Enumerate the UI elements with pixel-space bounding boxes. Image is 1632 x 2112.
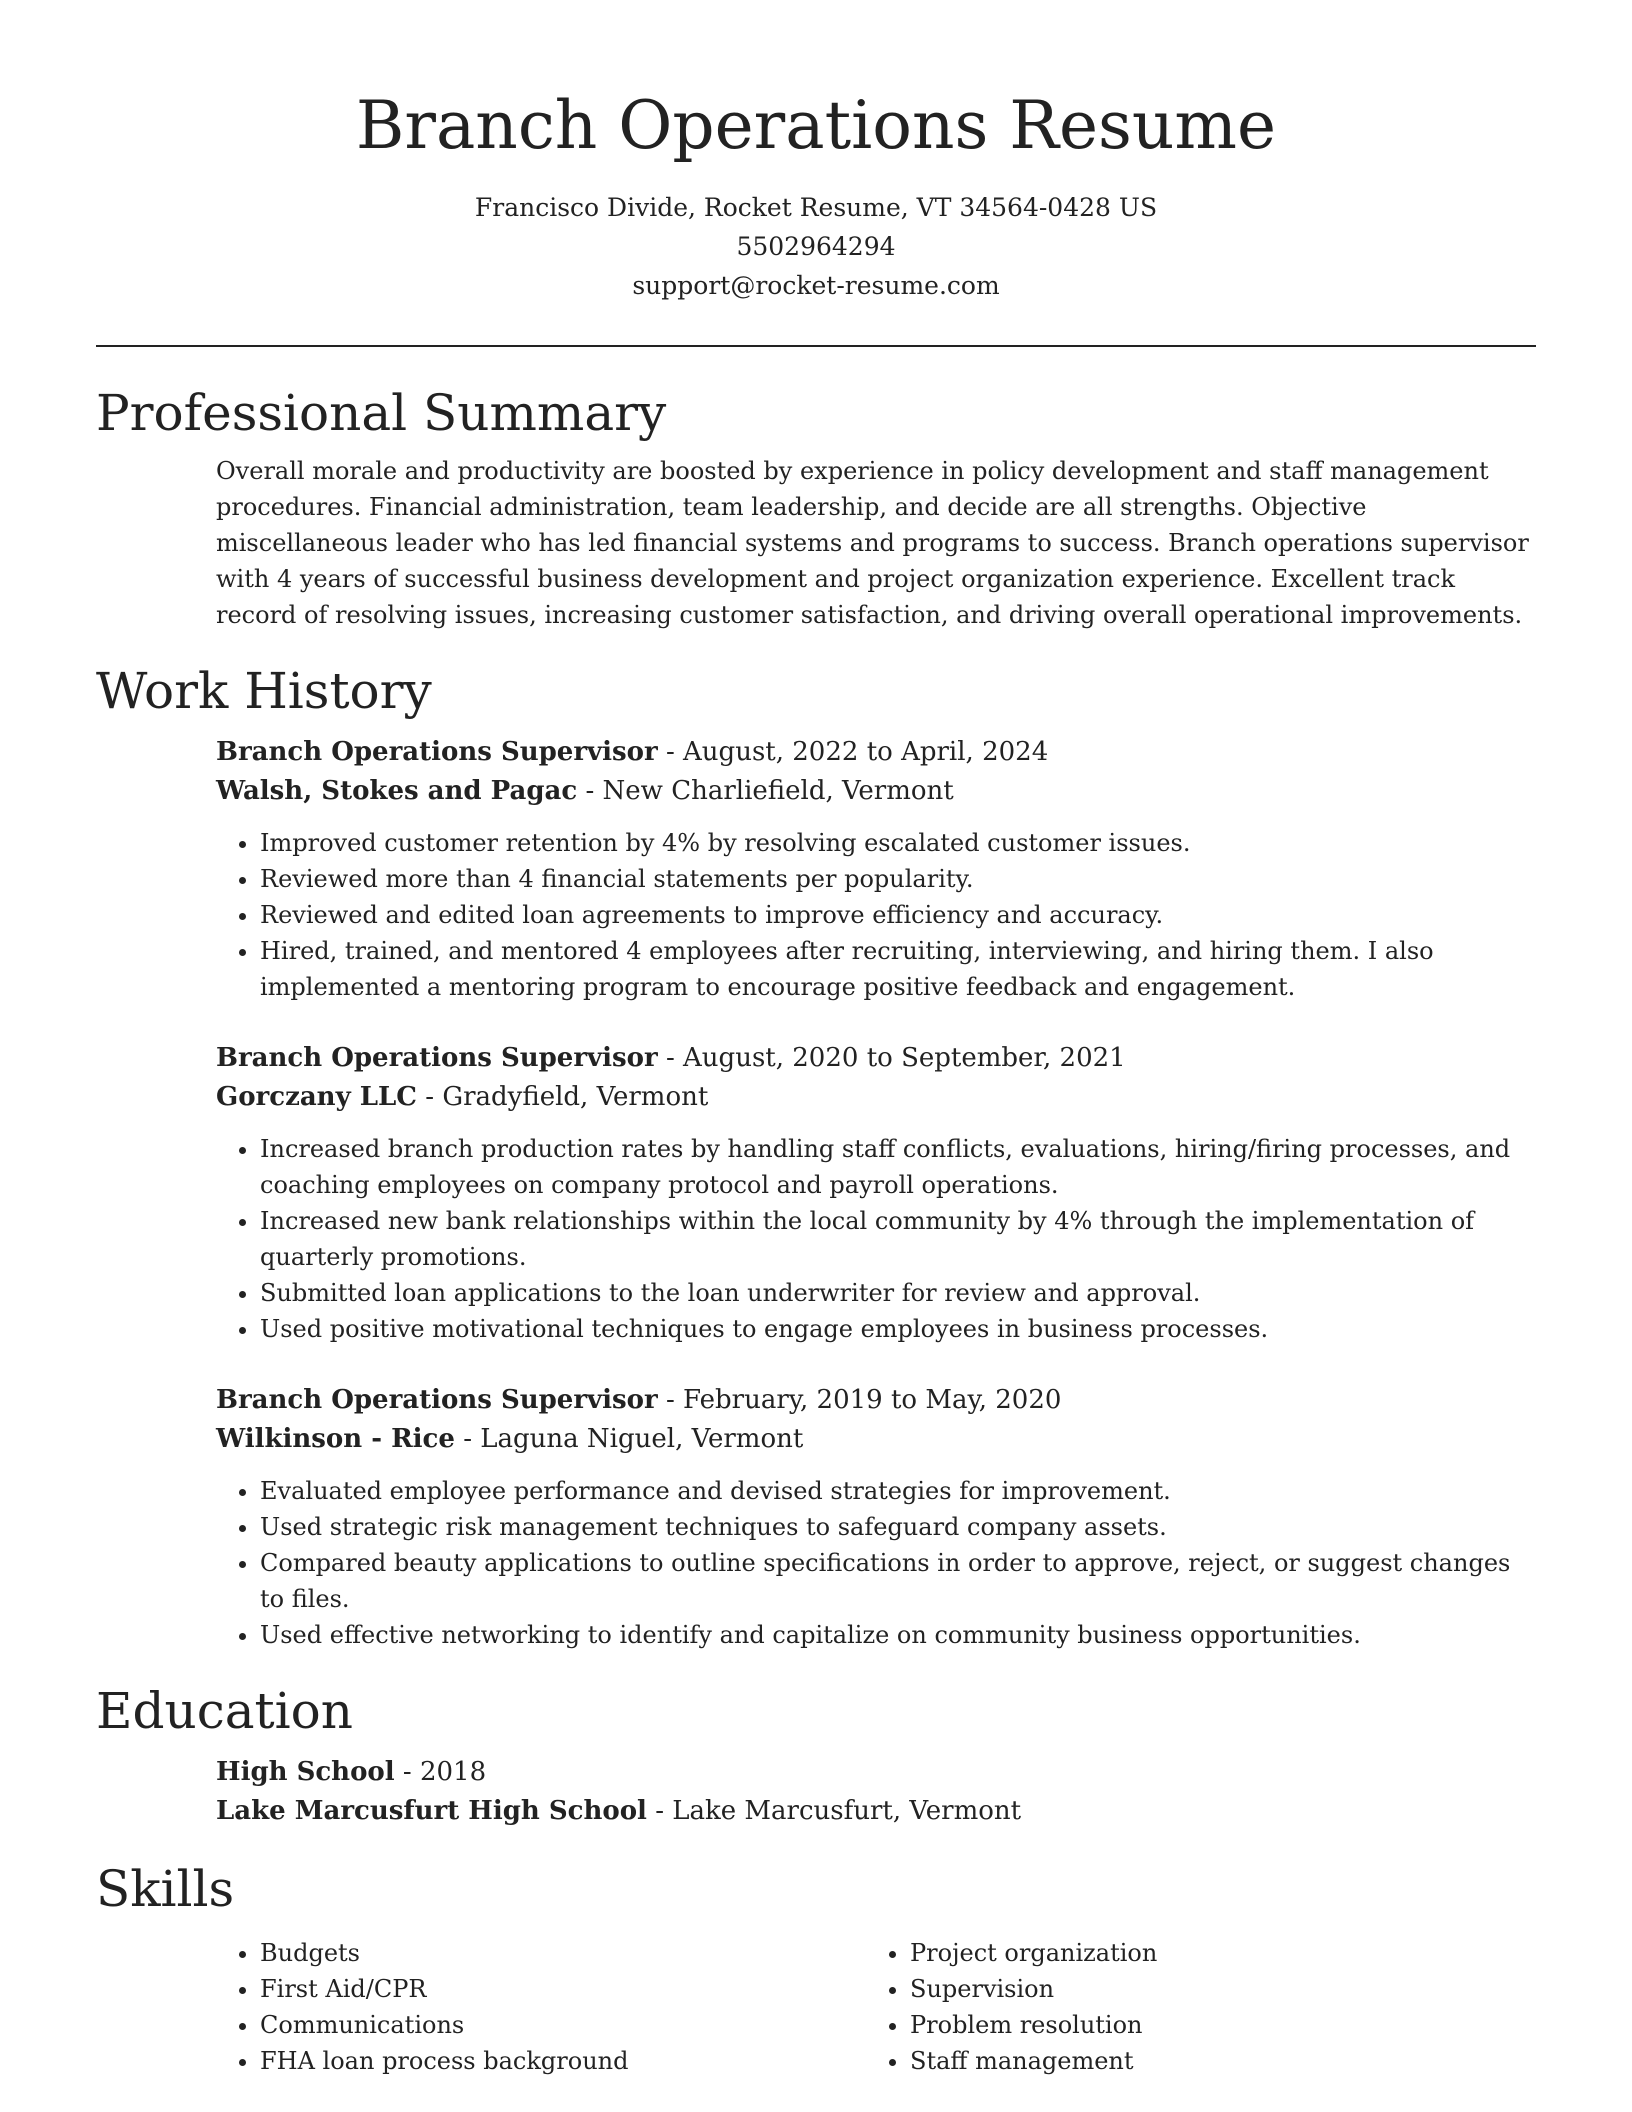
- skill-item: • Budgets: [260, 1935, 866, 1971]
- skill-item: • First Aid/CPR: [260, 1971, 866, 2007]
- skills-column-right: [866, 1935, 1516, 2079]
- job-entry: [216, 733, 1536, 1005]
- education-degree-line: [216, 1753, 1536, 1792]
- skill-item: • Communications: [260, 2007, 866, 2043]
- education-entry: [216, 1753, 1536, 1831]
- contact-address: Francisco Divide, Rocket Resume, VT 34564-0428 US: [474, 193, 1158, 222]
- summary-section: [96, 377, 1536, 633]
- skill-item: • Supervision: [910, 1971, 1516, 2007]
- job-bullets: [216, 1473, 1536, 1653]
- job-bullet: • Improved customer retention by 4% by resolving escalated customer issues.: [260, 825, 1536, 861]
- job-bullet: • Compared beauty applications to outline specifications in order to approve, reject, or suggest changes to files.: [260, 1545, 1536, 1617]
- job-title-line: [216, 1381, 1536, 1420]
- job-bullet: • Reviewed more than 4 financial statements per popularity.: [260, 861, 1536, 897]
- job-role: Branch Operations Supervisor: [216, 1385, 658, 1415]
- skill-item: • Problem resolution: [910, 2007, 1516, 2043]
- education-year: - 2018: [394, 1757, 487, 1787]
- education-degree: High School: [216, 1757, 395, 1787]
- education-school-line: [216, 1792, 1536, 1831]
- job-company-line: [216, 772, 1536, 811]
- resume-header: [96, 78, 1536, 305]
- job-location: - New Charliefield, Vermont: [577, 776, 954, 806]
- job-title-line: [216, 733, 1536, 772]
- job-bullet: • Used positive motivational techniques to engage employees in business processes.: [260, 1311, 1536, 1347]
- summary-text: Overall morale and productivity are boosted by experience in policy development and staff management procedures. Financial administration, team leadership, and decide are all strengths. Objective miscellaneous leader who has led financial systems and programs to success. Branch operations supervisor with 4 years of successful business development and project organization experience. Excellent track record of resolving issues, increasing customer satisfaction, and driving overall operational improvements.: [216, 457, 1529, 629]
- job-dates: - August, 2020 to September, 2021: [657, 1043, 1126, 1073]
- job-bullet: • Submitted loan applications to the loan underwriter for review and approval.: [260, 1275, 1536, 1311]
- skill-item: • Staff management: [910, 2043, 1516, 2079]
- summary-heading: Professional Summary: [96, 384, 667, 442]
- job-bullet: • Reviewed and edited loan agreements to improve efficiency and accuracy.: [260, 897, 1536, 933]
- job-company-line: [216, 1420, 1536, 1459]
- education-location: - Lake Marcusfurt, Vermont: [646, 1796, 1022, 1826]
- job-bullet: • Used effective networking to identify and capitalize on community business opportunities.: [260, 1617, 1536, 1653]
- job-dates: - February, 2019 to May, 2020: [657, 1385, 1062, 1415]
- job-bullet: • Evaluated employee performance and devised strategies for improvement.: [260, 1473, 1536, 1509]
- job-location: - Gradyfield, Vermont: [417, 1082, 709, 1112]
- contact-phone: 5502964294: [736, 232, 896, 261]
- work-history-section: [96, 655, 1536, 1653]
- job-company: Wilkinson - Rice: [216, 1424, 455, 1454]
- job-role: Branch Operations Supervisor: [216, 737, 658, 767]
- skills-heading: Skills: [96, 1860, 235, 1918]
- job-bullet: • Hired, trained, and mentored 4 employees after recruiting, interviewing, and hiring them. I also implemented a mentoring program to encourage positive feedback and engagement.: [260, 933, 1536, 1005]
- skill-item: • Project organization: [910, 1935, 1516, 1971]
- job-company: Walsh, Stokes and Pagac: [216, 776, 578, 806]
- skills-grid: [216, 1935, 1536, 2079]
- job-dates: - August, 2022 to April, 2024: [657, 737, 1049, 767]
- job-bullet: • Increased branch production rates by handling staff conflicts, evaluations, hiring/firing processes, and coaching employees on company protocol and payroll operations.: [260, 1131, 1536, 1203]
- education-section: [96, 1675, 1536, 1831]
- contact-info: [96, 188, 1536, 305]
- skills-section: [96, 1853, 1536, 2079]
- job-bullets: [216, 1131, 1536, 1347]
- job-bullet: • Used strategic risk management techniques to safeguard company assets.: [260, 1509, 1536, 1545]
- work-history-heading: Work History: [96, 662, 432, 720]
- education-school: Lake Marcusfurt High School: [216, 1796, 647, 1826]
- resume-title: Branch Operations Resume: [355, 87, 1277, 164]
- job-title-line: [216, 1039, 1536, 1078]
- job-bullet: • Increased new bank relationships within the local community by 4% through the implementation of quarterly promotions.: [260, 1203, 1536, 1275]
- job-location: - Laguna Niguel, Vermont: [454, 1424, 804, 1454]
- skills-column-left: [216, 1935, 866, 2079]
- contact-email: support@rocket-resume.com: [632, 271, 1000, 300]
- job-bullets: [216, 825, 1536, 1005]
- skill-item: • FHA loan process background: [260, 2043, 866, 2079]
- job-entry: [216, 1381, 1536, 1653]
- education-heading: Education: [96, 1682, 353, 1740]
- job-company: Gorczany LLC: [216, 1082, 418, 1112]
- job-role: Branch Operations Supervisor: [216, 1043, 658, 1073]
- job-entry: [216, 1039, 1536, 1347]
- header-divider: [96, 345, 1536, 347]
- job-company-line: [216, 1078, 1536, 1117]
